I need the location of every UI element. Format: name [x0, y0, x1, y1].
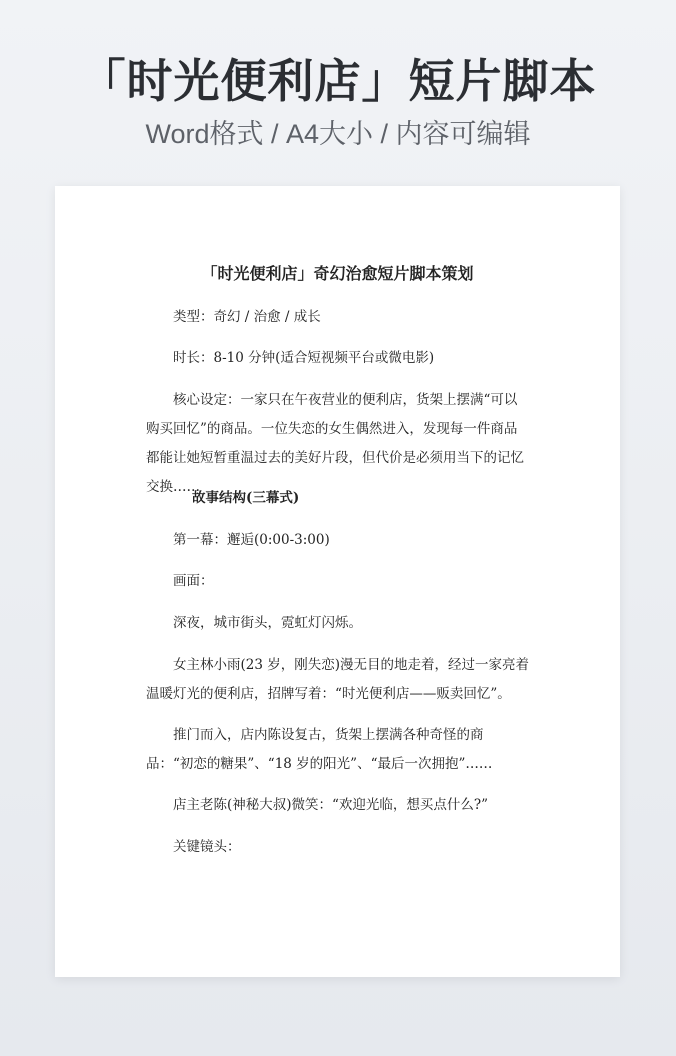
scene-paragraph-3: 推门而入，店内陈设复古，货架上摆满各种奇怪的商品：“初恋的糖果”、“18 岁的阳光”、“最后一次拥抱”…… [146, 727, 493, 772]
scene-paragraph-4: 店主老陈(神秘大叔)微笑：“欢迎光临，想买点什么?” [173, 797, 489, 813]
banner-title: 「时光便利店」短片脚本 [79, 55, 597, 107]
duration-line: 时长：8-10 分钟(适合短视频平台或微电影) [173, 350, 435, 366]
document-page [55, 186, 620, 977]
scene-label: 画面： [173, 573, 214, 589]
banner-subtitle: Word格式 / A4大小 / 内容可编辑 [145, 119, 531, 149]
scene-paragraph-2: 女主林小雨(23 岁，刚失恋)漫无目的地走着，经过一家亮着温暖灯光的便利店，招牌写着：“时光便利店——贩卖回忆”。 [146, 657, 530, 702]
scene-paragraph-1: 深夜，城市街头，霓虹灯闪烁。 [173, 615, 362, 631]
structure-heading: 故事结构(三幕式) [192, 490, 300, 506]
genre-line: 类型：奇幻 / 治愈 / 成长 [173, 309, 321, 325]
key-shots-label: 关键镜头： [173, 839, 241, 855]
document-title: 「时光便利店」奇幻治愈短片脚本策划 [201, 264, 474, 283]
core-setting-paragraph: 核心设定：一家只在午夜营业的便利店，货架上摆满“可以购买回忆”的商品。一位失恋的女生偶然进入，发现每一件商品都能让她短暂重温过去的美好片段，但代价是必须用当下的记忆交换…… [146, 392, 524, 495]
header-banner [0, 0, 676, 180]
act-one-heading: 第一幕：邂逅(0:00-3:00) [173, 532, 330, 548]
